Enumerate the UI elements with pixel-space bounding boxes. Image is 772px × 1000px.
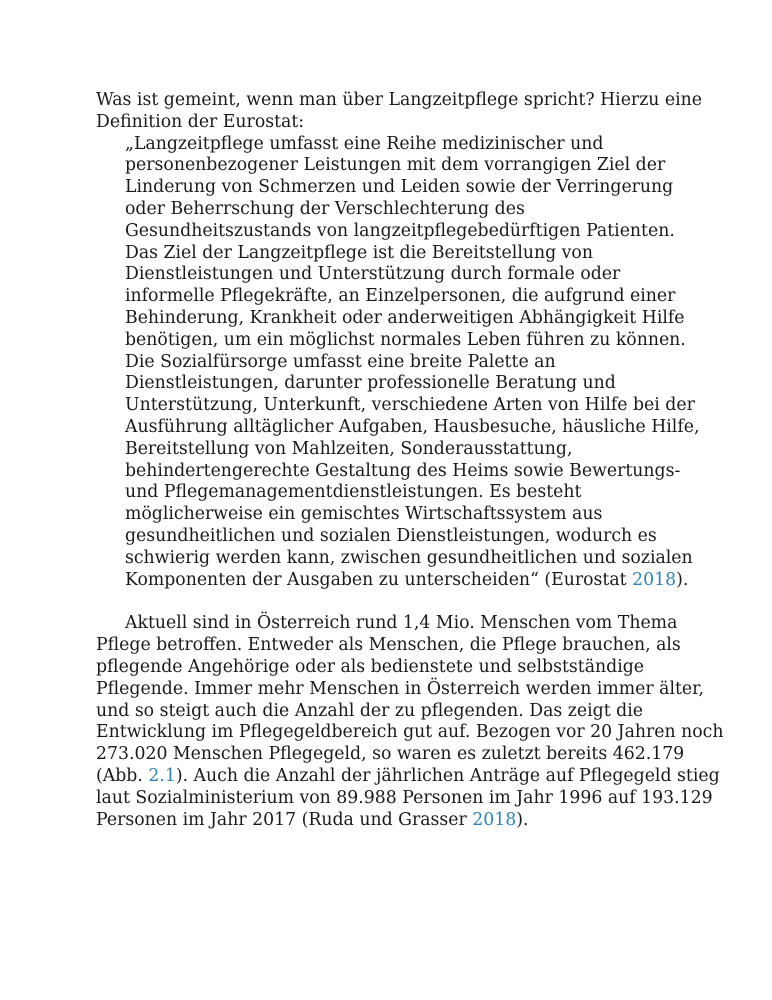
- quote-line: Behinderung, Krankheit oder anderweitigen Abhängigkeit Hilfe: [125, 307, 685, 328]
- quote-line: benötigen, um ein möglichst normales Leben führen zu können.: [125, 329, 686, 350]
- body-line: laut Sozialministerium von 89.988 Personen im Jahr 1996 auf 193.129: [96, 787, 713, 808]
- quote-line: gesundheitlichen und sozialen Dienstleistungen, wodurch es: [125, 525, 657, 546]
- body-line: pflegende Angehörige oder als bedienstete und selbstständige: [96, 656, 645, 677]
- body-line: [96, 810, 678, 832]
- figure-ref-link[interactable]: 2.1: [148, 765, 176, 786]
- body-line: 273.020 Menschen Pflegegeld, so waren es zuletzt bereits 462.179: [96, 744, 685, 765]
- body-paragraph: [96, 613, 724, 831]
- body-last-end: ).: [516, 809, 529, 830]
- fig-ref-prefix: (Abb.: [96, 765, 149, 786]
- eurostat-citation-link[interactable]: 2018: [632, 569, 677, 590]
- quote-line: und Pflegemanagementdienstleistungen. Es besteht: [125, 482, 582, 503]
- quote-line: Unterstützung, Unterkunft, verschiedene Arten von Hilfe bei der: [125, 395, 695, 416]
- quote-line: Das Ziel der Langzeitpflege ist die Bereitstellung von: [125, 242, 593, 263]
- quote-line: informelle Pflegekräfte, an Einzelpersonen, die aufgrund einer: [125, 286, 676, 307]
- quote-last-end: ).: [676, 569, 689, 590]
- quote-line: Gesundheitszustands von langzeitpflegebedürftigen Patienten.: [125, 220, 675, 241]
- quote-line: Bereitstellung von Mahlzeiten, Sonderausstattung,: [125, 438, 573, 459]
- body-line: Entwicklung im Pflegegeldbereich gut auf. Bezogen vor 20 Jahren noch: [96, 722, 724, 743]
- quote-line: möglicherweise ein gemischtes Wirtschaftssystem aus: [125, 504, 603, 525]
- body-line: Aktuell sind in Österreich rund 1,4 Mio. Menschen vom Thema: [125, 613, 678, 634]
- body-line: Pflege betroffen. Entweder als Menschen, die Pflege brauchen, als: [96, 635, 681, 656]
- ruda-grasser-citation-link[interactable]: 2018: [472, 809, 517, 830]
- quote-line: personenbezogener Leistungen mit dem vorrangigen Ziel der: [125, 155, 666, 176]
- quote-line: behindertengerechte Gestaltung des Heims sowie Bewertungs-: [125, 460, 681, 481]
- quote-line: oder Beherrschung der Verschlechterung des: [125, 198, 525, 219]
- body-line: Pflegende. Immer mehr Menschen in Österreich werden immer älter,: [96, 678, 704, 699]
- eurostat-quote: [125, 133, 700, 592]
- quote-line: Ausführung alltäglicher Aufgaben, Hausbesuche, häusliche Hilfe,: [125, 416, 700, 437]
- quote-line: Dienstleistungen und Unterstützung durch formale oder: [125, 264, 621, 285]
- quote-line: Linderung von Schmerzen und Leiden sowie der Verringerung: [125, 177, 674, 198]
- quote-line: [125, 569, 689, 592]
- body-last-text: Personen im Jahr 2017 (Ruda und Grasser: [96, 809, 473, 830]
- quote-line: „Langzeitpflege umfasst eine Reihe medizinischer und: [125, 133, 604, 154]
- body-line: und so steigt auch die Anzahl der zu pflegenden. Das zeigt die: [96, 700, 643, 721]
- intro-line: Definition der Eurostat:: [96, 111, 305, 132]
- text-block: [96, 90, 724, 831]
- quote-line: Dienstleistungen, darunter professionelle Beratung und: [125, 373, 616, 394]
- body-line: [96, 765, 720, 788]
- quote-last-text: Komponenten der Ausgaben zu unterscheiden“ (Eurostat: [125, 569, 633, 590]
- fig-ref-suffix: ). Auch die Anzahl der jährlichen Anträge auf Pflegegeld stieg: [175, 765, 720, 786]
- intro-paragraph: [96, 90, 703, 134]
- quote-line: schwierig werden kann, zwischen gesundheitlichen und sozialen: [125, 547, 693, 568]
- intro-line: Was ist gemeint, wenn man über Langzeitpflege spricht? Hierzu eine: [96, 90, 703, 110]
- quote-line: Die Sozialfürsorge umfasst eine breite Palette an: [125, 351, 556, 372]
